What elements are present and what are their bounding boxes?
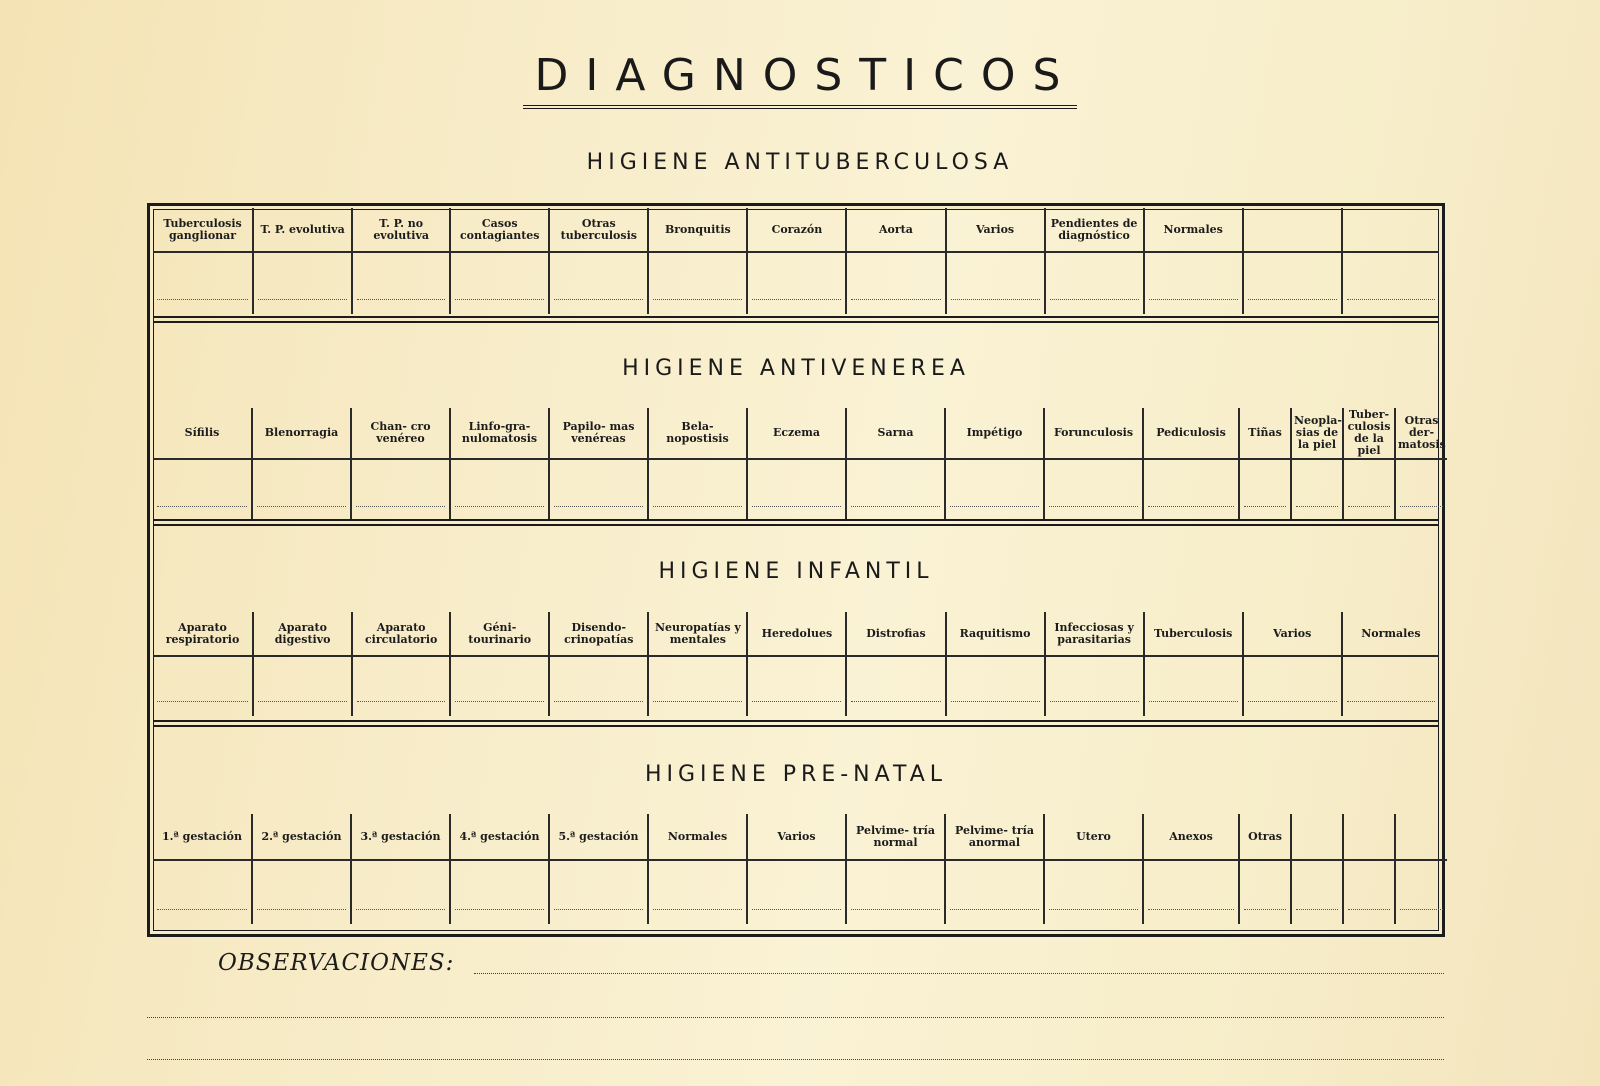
column-header: Blenorragia: [252, 408, 351, 459]
dotted-entry-line: [357, 700, 445, 702]
dotted-entry-line: [1050, 700, 1139, 702]
entry-cell[interactable]: [846, 860, 945, 924]
observations-line[interactable]: [147, 1058, 1444, 1060]
column-header: Géni- tourinario: [450, 612, 549, 656]
entry-cell[interactable]: [648, 656, 747, 716]
dotted-entry-line: [950, 908, 1039, 910]
column-header: Heredolues: [747, 612, 846, 656]
dotted-entry-line: [1348, 908, 1390, 910]
column-header: Varios: [1243, 612, 1342, 656]
column-header: Normales: [1144, 208, 1243, 252]
entry-cell[interactable]: [549, 860, 648, 924]
table-prenatal: [153, 814, 1439, 924]
entry-cell[interactable]: [351, 860, 450, 924]
column-header: Pelvime- tría normal: [846, 814, 945, 860]
column-header: Bela- nopostisis: [648, 408, 747, 459]
dotted-entry-line: [157, 700, 248, 702]
entry-cell[interactable]: [450, 656, 549, 716]
column-header: Raquitismo: [946, 612, 1045, 656]
dotted-entry-line: [258, 298, 347, 300]
entry-cell[interactable]: [1343, 459, 1395, 521]
entry-cell[interactable]: [946, 252, 1045, 314]
entry-cell[interactable]: [1243, 656, 1342, 716]
entry-cell[interactable]: [648, 252, 747, 314]
column-header: [1343, 814, 1395, 860]
dotted-entry-line: [1348, 505, 1390, 507]
dotted-entry-line: [157, 298, 248, 300]
entry-cell[interactable]: [1143, 860, 1239, 924]
entry-cell[interactable]: [352, 252, 450, 314]
section-separator: [153, 720, 1439, 727]
column-header: Utero: [1044, 814, 1143, 860]
dotted-entry-line: [653, 505, 742, 507]
entry-cell[interactable]: [1144, 656, 1243, 716]
column-header: Pediculosis: [1143, 408, 1239, 459]
column-header: Tuber- culosis de la piel: [1343, 408, 1395, 459]
dotted-entry-line: [851, 700, 940, 702]
column-header: 5.ª gestación: [549, 814, 648, 860]
dotted-entry-line: [455, 505, 544, 507]
column-header: [1342, 208, 1439, 252]
column-header: Tuberculosis ganglionar: [153, 208, 253, 252]
dotted-entry-line: [653, 908, 742, 910]
column-header: Anexos: [1143, 814, 1239, 860]
dotted-entry-line: [554, 505, 643, 507]
dotted-entry-line: [356, 505, 445, 507]
entry-cell[interactable]: [352, 656, 450, 716]
observations-line[interactable]: [147, 1016, 1444, 1018]
column-header: Tiñas: [1239, 408, 1291, 459]
dotted-entry-line: [1248, 700, 1337, 702]
entry-cell[interactable]: [1144, 252, 1243, 314]
entry-cell[interactable]: [450, 459, 549, 521]
column-header: Distrofias: [846, 612, 945, 656]
dotted-entry-line: [653, 298, 742, 300]
entry-cell[interactable]: [252, 860, 351, 924]
column-header: 3.ª gestación: [351, 814, 450, 860]
entry-cell[interactable]: [1143, 459, 1239, 521]
dotted-entry-line: [1149, 700, 1238, 702]
column-header: Papilo- mas venéreas: [549, 408, 648, 459]
entry-cell[interactable]: [153, 252, 253, 314]
column-header: Pelvime- tría anormal: [945, 814, 1044, 860]
column-header: Chan- cro venéreo: [351, 408, 450, 459]
column-header: Aparato circulatorio: [352, 612, 450, 656]
entry-cell[interactable]: [747, 459, 846, 521]
dotted-entry-line: [1244, 505, 1286, 507]
dotted-entry-line: [1400, 908, 1443, 910]
column-header: Neopla- sias de la piel: [1291, 408, 1343, 459]
column-header: Aorta: [846, 208, 945, 252]
entry-cell[interactable]: [747, 252, 846, 314]
column-header: [1395, 814, 1447, 860]
dotted-entry-line: [951, 298, 1040, 300]
column-header: T. P. evolutiva: [253, 208, 352, 252]
observations-line[interactable]: [474, 972, 1444, 974]
column-header: Aparato respiratorio: [153, 612, 253, 656]
section-separator: [153, 316, 1439, 323]
dotted-entry-line: [851, 505, 940, 507]
column-header: Otras tuberculosis: [549, 208, 648, 252]
dotted-entry-line: [851, 908, 940, 910]
dotted-entry-line: [851, 298, 940, 300]
dotted-entry-line: [1049, 908, 1138, 910]
column-header: [1243, 208, 1342, 252]
dotted-entry-line: [752, 908, 841, 910]
entry-cell[interactable]: [450, 252, 549, 314]
dotted-entry-line: [1050, 298, 1139, 300]
entry-cell[interactable]: [945, 459, 1044, 521]
section-heading-antivenerea: HIGIENE ANTIVENEREA: [622, 356, 970, 381]
column-header: Linfo-gra- nulomatosis: [450, 408, 549, 459]
section-heading-antituberculosa: HIGIENE ANTITUBERCULOSA: [586, 150, 1014, 175]
column-header: Normales: [648, 814, 747, 860]
dotted-entry-line: [157, 505, 247, 507]
column-header: Infecciosas y parasitarias: [1045, 612, 1144, 656]
dotted-entry-line: [653, 700, 742, 702]
column-header: Disendo- crinopatías: [549, 612, 648, 656]
entry-cell[interactable]: [846, 252, 945, 314]
entry-cell[interactable]: [1342, 656, 1439, 716]
column-header: Casos contagiantes: [450, 208, 549, 252]
entry-cell[interactable]: [747, 860, 846, 924]
dotted-entry-line: [554, 298, 643, 300]
dotted-entry-line: [950, 505, 1039, 507]
entry-cell[interactable]: [1291, 860, 1343, 924]
entry-cell[interactable]: [648, 860, 747, 924]
dotted-entry-line: [1347, 700, 1435, 702]
entry-cell[interactable]: [1343, 860, 1395, 924]
column-header: Sarna: [846, 408, 945, 459]
column-header: Corazón: [747, 208, 846, 252]
entry-cell[interactable]: [1291, 459, 1343, 521]
dotted-entry-line: [157, 908, 247, 910]
column-header: [1291, 814, 1343, 860]
column-header: Aparato digestivo: [253, 612, 352, 656]
dotted-entry-line: [257, 908, 346, 910]
dotted-entry-line: [1148, 505, 1234, 507]
entry-cell[interactable]: [846, 656, 945, 716]
dotted-entry-line: [258, 700, 347, 702]
dotted-entry-line: [1149, 298, 1238, 300]
column-header: Eczema: [747, 408, 846, 459]
entry-cell[interactable]: [1342, 252, 1439, 314]
entry-cell[interactable]: [450, 860, 549, 924]
dotted-entry-line: [257, 505, 346, 507]
section-heading-prenatal: HIGIENE PRE-NATAL: [644, 762, 948, 787]
dotted-entry-line: [752, 298, 841, 300]
section-separator: [153, 519, 1439, 526]
dotted-entry-line: [1248, 298, 1337, 300]
entry-cell[interactable]: [1044, 459, 1143, 521]
entry-cell[interactable]: [1243, 252, 1342, 314]
entry-cell[interactable]: [549, 459, 648, 521]
entry-cell[interactable]: [846, 459, 945, 521]
table-antituberculosa: [153, 208, 1439, 314]
column-header: Otras der- matosis: [1395, 408, 1447, 459]
entry-cell[interactable]: [1045, 656, 1144, 716]
entry-cell[interactable]: [1239, 860, 1291, 924]
entry-cell[interactable]: [253, 656, 352, 716]
column-header: Varios: [747, 814, 846, 860]
dotted-entry-line: [1296, 908, 1338, 910]
column-header: Pendientes de diagnóstico: [1045, 208, 1144, 252]
entry-cell[interactable]: [153, 459, 252, 521]
entry-cell[interactable]: [1045, 252, 1144, 314]
column-header: 2.ª gestación: [252, 814, 351, 860]
table-antivenerea: [153, 408, 1446, 521]
column-header: Bronquitis: [648, 208, 747, 252]
dotted-entry-line: [951, 700, 1040, 702]
column-header: Sífilis: [153, 408, 252, 459]
column-header: Tuberculosis: [1144, 612, 1243, 656]
column-header: Impétigo: [945, 408, 1044, 459]
entry-cell[interactable]: [549, 252, 648, 314]
column-header: Normales: [1342, 612, 1439, 656]
dotted-entry-line: [455, 700, 544, 702]
dotted-entry-line: [1244, 908, 1286, 910]
dotted-entry-line: [752, 505, 841, 507]
column-header: Otras: [1239, 814, 1291, 860]
entry-cell[interactable]: [253, 252, 352, 314]
dotted-entry-line: [1296, 505, 1338, 507]
dotted-entry-line: [1347, 298, 1435, 300]
entry-cell[interactable]: [351, 459, 450, 521]
entry-cell[interactable]: [648, 459, 747, 521]
column-header: Varios: [946, 208, 1045, 252]
entry-cell[interactable]: [1395, 459, 1447, 521]
entry-cell[interactable]: [153, 860, 252, 924]
entry-cell[interactable]: [549, 656, 648, 716]
column-header: T. P. no evolutiva: [352, 208, 450, 252]
entry-cell[interactable]: [1044, 860, 1143, 924]
page-title: [0, 50, 1600, 101]
entry-cell[interactable]: [153, 656, 253, 716]
dotted-entry-line: [455, 908, 544, 910]
observations-label: OBSERVACIONES:: [218, 950, 455, 976]
table-infantil: [153, 612, 1439, 716]
column-header: 4.ª gestación: [450, 814, 549, 860]
entry-cell[interactable]: [747, 656, 846, 716]
entry-cell[interactable]: [946, 656, 1045, 716]
section-heading-infantil: HIGIENE INFANTIL: [658, 559, 934, 584]
dotted-entry-line: [1148, 908, 1234, 910]
dotted-entry-line: [455, 298, 544, 300]
dotted-entry-line: [1400, 505, 1443, 507]
column-header: Forunculosis: [1044, 408, 1143, 459]
dotted-entry-line: [752, 700, 841, 702]
column-header: 1.ª gestación: [153, 814, 252, 860]
entry-cell[interactable]: [1239, 459, 1291, 521]
dotted-entry-line: [357, 298, 445, 300]
dotted-entry-line: [356, 908, 445, 910]
entry-cell[interactable]: [252, 459, 351, 521]
page-title-text: DIAGNOSTICOS: [523, 50, 1078, 109]
entry-cell[interactable]: [1395, 860, 1447, 924]
dotted-entry-line: [1049, 505, 1138, 507]
column-header: Neuropatías y mentales: [648, 612, 747, 656]
dotted-entry-line: [554, 908, 643, 910]
dotted-entry-line: [554, 700, 643, 702]
entry-cell[interactable]: [945, 860, 1044, 924]
